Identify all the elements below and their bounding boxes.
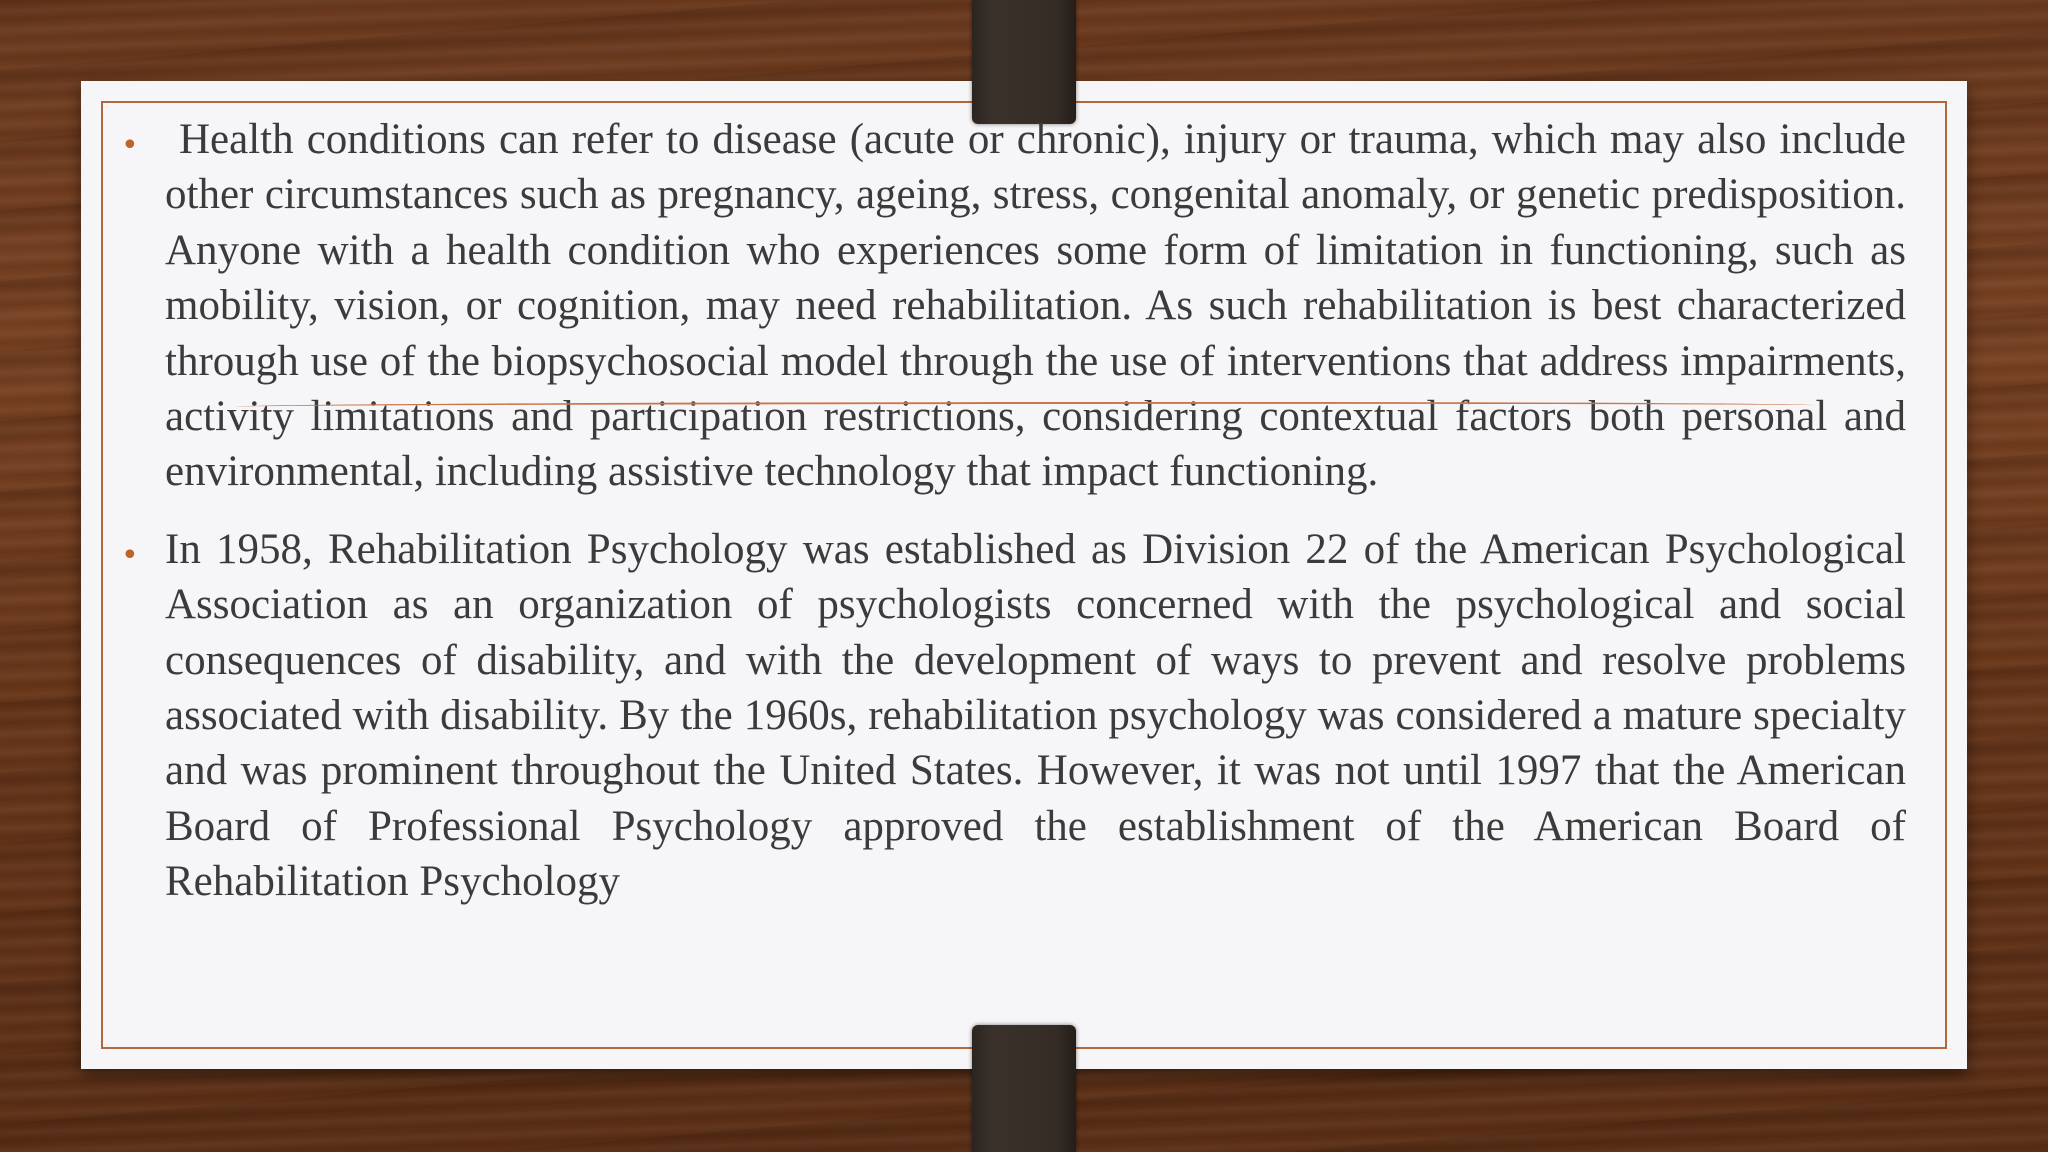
bullet-text: In 1958, Rehabilitation Psychology was established as Division 22 of the American Psychological Association as an organization of psychologists concerned with the psychological and social consequences of disability, and with the development of ways to prevent and resolve problems associated with disability. By the 1960s, rehabilitation psychology was considered a mature specialty and was prominent throughout the United States. However, it was not until 1997 that the American Board of Professional Psychology approved the establishment of the American Board of Rehabilitation Psychology xyxy=(165,525,1906,906)
bullet-text: Health conditions can refer to disease (acute or chronic), injury or trauma, which may also include other circumstances such as pregnancy, ageing, stress, congenital anomaly, or genetic predisposition. Anyone with a health condition who experiences some form of limitation in functioning, such as mobility, vision, or cognition, may need rehabilitation. As such rehabilitation is best characterized through use of the biopsychosocial model through the use of interventions that address impairments, activity limitations and participation restrictions, considering contextual factors both personal and environmental, including assistive technology that impact functioning. xyxy=(165,116,1906,496)
top-strap xyxy=(972,0,1076,124)
bullet-marker: • xyxy=(121,128,139,163)
bullet-item-rehabilitation-history xyxy=(121,522,1906,910)
bottom-strap xyxy=(972,1025,1076,1152)
slide-content xyxy=(121,112,1906,932)
bullet-item-health-conditions xyxy=(121,112,1906,500)
bullet-marker: • xyxy=(121,537,139,573)
